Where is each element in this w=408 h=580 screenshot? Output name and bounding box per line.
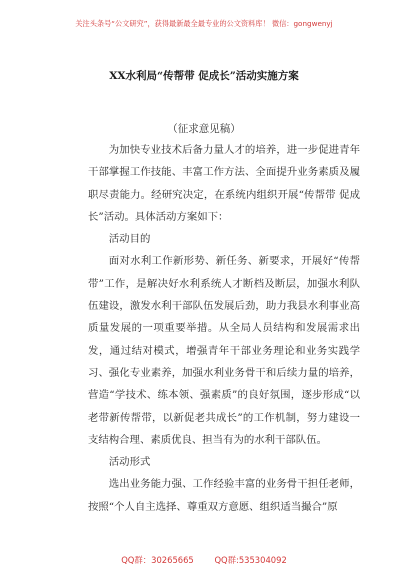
section-heading-purpose: 活动目的 — [108, 233, 151, 246]
document-body — [88, 139, 360, 518]
purpose-paragraph: 面对水利工作新形势、新任务、新要求，开展好“传帮带”工作，是解决好水利系统人才断档及断层，加强水利队伍建设，激发水利干部队伍发展后劲，助力我县水利事业高质量发展的一项重要举措。从全局人员结构和发展需求出发，通过结对模式，增强青年干部业务理论和业务实践学习、强化专业素养，加强水利业务骨干和后续力量的培养，营造“学技术、练本领、强素质”的良好氛围，逐步形成“以老带新传帮带，以新促老共成长”的工作机制，努力建设一支结构合理、素质优良、担当有为的水利干部队伍。 — [88, 255, 360, 446]
footer-qq-group-2: QQ群:535304092 — [214, 555, 287, 565]
footer-contact — [0, 554, 408, 566]
document-title: XX水利局“传帮带 促成长”活动实施方案 — [109, 70, 299, 82]
footer-qq-group-1: QQ群：30265665 — [121, 555, 194, 565]
header-banner: 关注头条号“公文研究”，获得最新最全最专业的公文资料库！ 微信：gongwenyj — [75, 19, 333, 28]
document-subtitle: （征求意见稿） — [167, 123, 241, 135]
section-heading-format: 活动形式 — [108, 456, 151, 469]
format-paragraph: 选出业务能力强、工作经验丰富的业务骨干担任老师，按照“个人自主选择、尊重双方意愿、组织适当撮合”原 — [88, 478, 360, 513]
intro-paragraph: 为加快专业技术后备力量人才的培养，进一步促进青年干部掌握工作技能、丰富工作方法、全面提升业务素质及履职尽责能力。经研究决定，在系统内组织开展“传帮带 促成长”活动。具体活动方案如下： — [88, 144, 360, 223]
